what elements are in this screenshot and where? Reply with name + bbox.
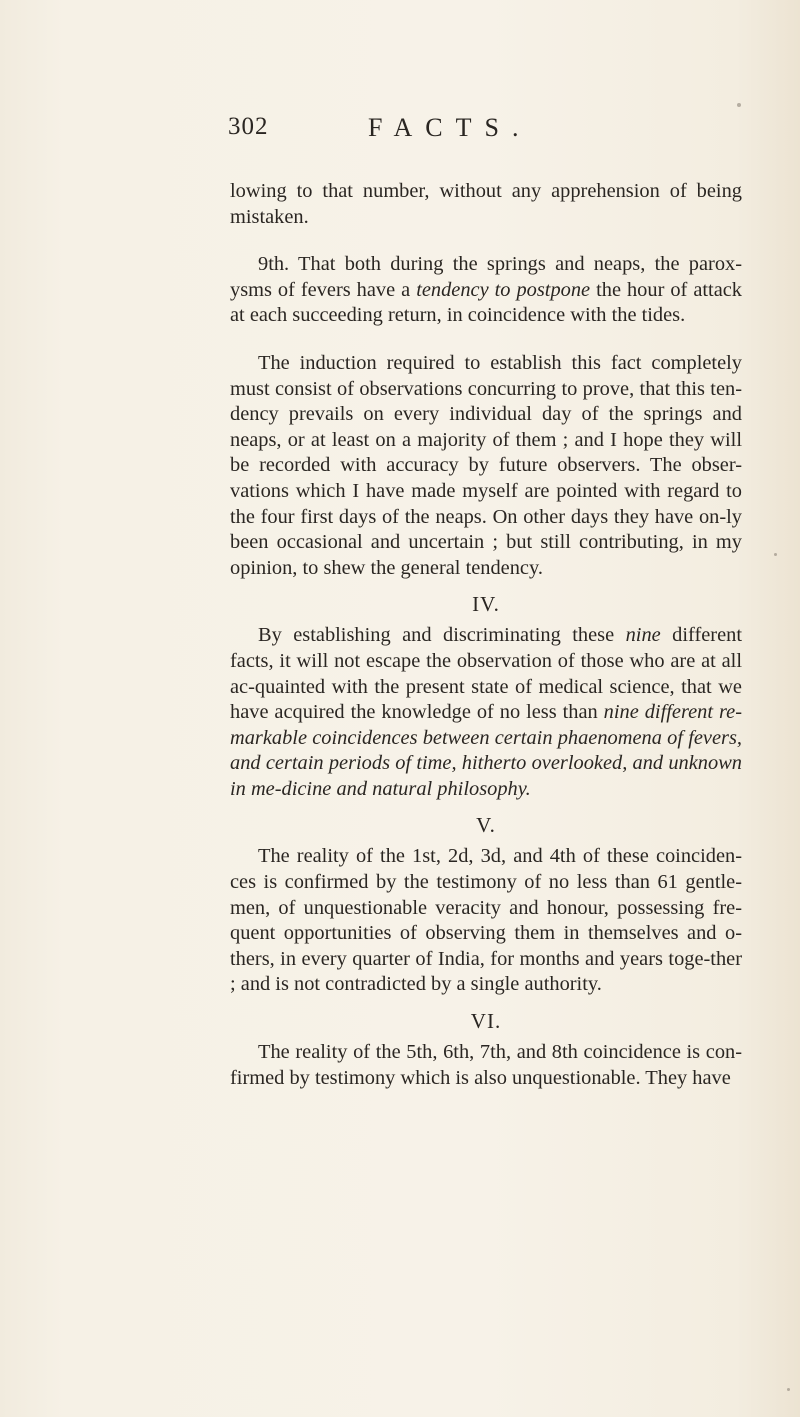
section-heading-v: V.	[476, 813, 496, 838]
text-run: 9th. That both during the springs and neaps, the parox-ysms of fevers have a	[230, 253, 742, 301]
paragraph-nine-facts	[230, 623, 742, 802]
text-run: By establishing and discriminating these	[258, 624, 626, 647]
text-run: different facts, it will not escape the observation of those who are at all ac-quainted with the present state of medical science, that we have acquired the knowledge of no less than	[230, 624, 742, 724]
paragraph-ninth-fact	[230, 252, 742, 329]
paragraph-induction: The induction required to establish this fact completely must consist of observations concurring to prove, that this ten-dency prevails on every individual day of the springs and neaps, or at least on a majority of them ; and I hope they will be recorded with accuracy by future observers. The obser-vations which I have made myself are pointed with regard to the four first days of the neaps. On other days they have on-ly been occasional and uncertain ; but still contributing, in my opinion, to shew the general tendency.	[230, 351, 742, 579]
text-run: the hour of attack at each succeeding return, in coincidence with the tides.	[230, 278, 742, 327]
emphasis-text: tendency to postpone	[416, 278, 591, 301]
emphasis-text: nine	[625, 624, 661, 647]
paper-speck	[774, 553, 777, 556]
page-body	[230, 179, 742, 1091]
paragraph-reality: The reality of the 5th, 6th, 7th, and 8th coincidence is con-firmed by testimony which is also unquestionable. They have	[230, 1041, 742, 1089]
paper-speck	[787, 1388, 790, 1391]
paper-speck	[737, 103, 741, 107]
section-heading-vi: VI.	[470, 1009, 502, 1034]
page-header	[228, 113, 588, 153]
paragraph-testimony: The reality of the 1st, 2d, 3d, and 4th of these coinciden-ces is confirmed by the testimony of no less than 61 gentle-men, of unquestionable veracity and honour, possessing fre-quent opportunities of observing them in themselves and o-thers, in every quarter of India, for months and years toge-ther ; and is not contradicted by a single authority.	[230, 845, 742, 996]
section-heading-iv: IV.	[472, 592, 500, 617]
paragraph-continued: lowing to that number, without any apprehension of being mistaken.	[230, 180, 742, 228]
page-number: 302	[228, 113, 269, 140]
emphasis-text: nine different re-markable coincidences between certain phaenomena of fevers, and certain periods of time, hitherto overlooked, and unknown in me-dicine and natural philosophy.	[230, 701, 742, 800]
running-title: FACTS.	[368, 113, 532, 142]
